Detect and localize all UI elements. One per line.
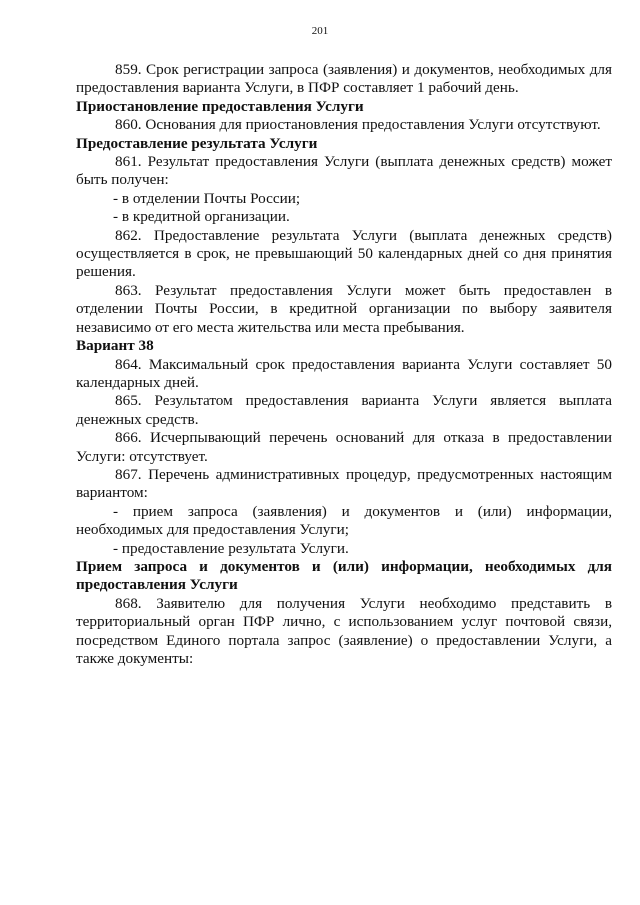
document-body xyxy=(76,61,612,668)
paragraph-860: 860. Основания для приостановления предоставления Услуги отсутствуют. xyxy=(115,116,601,134)
section-heading-result: Предоставление результата Услуги xyxy=(76,134,318,152)
paragraph-862: 862. Предоставление результата Услуги (выплата денежных средств) осуществляется в срок, не превышающий 50 календарных дней со дня принятия решения. xyxy=(76,226,612,281)
section-heading-variant: Вариант 38 xyxy=(76,337,154,355)
list-item-post-office: - в отделении Почты России; xyxy=(113,189,301,207)
paragraph-861: 861. Результат предоставления Услуги (выплата денежных средств) может быть получен: xyxy=(76,153,612,189)
paragraph-866: 866. Исчерпывающий перечень оснований для отказа в предоставлении Услуги: отсутствует. xyxy=(76,429,612,465)
paragraph-865: 865. Результатом предоставления варианта Услуги является выплата денежных средств. xyxy=(76,392,612,428)
paragraph-867: 867. Перечень административных процедур, предусмотренных настоящим вариантом: xyxy=(76,465,612,502)
list-item-result: - предоставление результата Услуги. xyxy=(113,539,349,557)
section-heading-intake: Прием запроса и документов и (или) информации, необходимых для предоставления Услуги xyxy=(76,557,612,594)
paragraph-868: 868. Заявителю для получения Услуги необходимо представить в территориальный орган ПФР лично, с использованием услуг почтовой связи, посредством Единого портала запрос (заявление) о предоставлении Услуги, а также документы: xyxy=(76,594,612,667)
list-item-intake: - прием запроса (заявления) и документов и (или) информации, необходимых для предоставления Услуги; xyxy=(76,502,612,539)
list-item-credit-org: - в кредитной организации. xyxy=(113,208,290,226)
page-number: 201 xyxy=(311,25,329,37)
section-heading-suspension: Приостановление предоставления Услуги xyxy=(76,97,364,115)
paragraph-864: 864. Максимальный срок предоставления варианта Услуги составляет 50 календарных дней. xyxy=(76,355,612,391)
paragraph-863: 863. Результат предоставления Услуги может быть предоставлен в отделении Почты России, в кредитной организации по выбору заявителя независимо от его места жительства или места пребывания. xyxy=(76,281,612,336)
paragraph-859: 859. Срок регистрации запроса (заявления) и документов, необходимых для предоставления варианта Услуги, в ПФР составляет 1 рабочий день. xyxy=(76,61,612,97)
